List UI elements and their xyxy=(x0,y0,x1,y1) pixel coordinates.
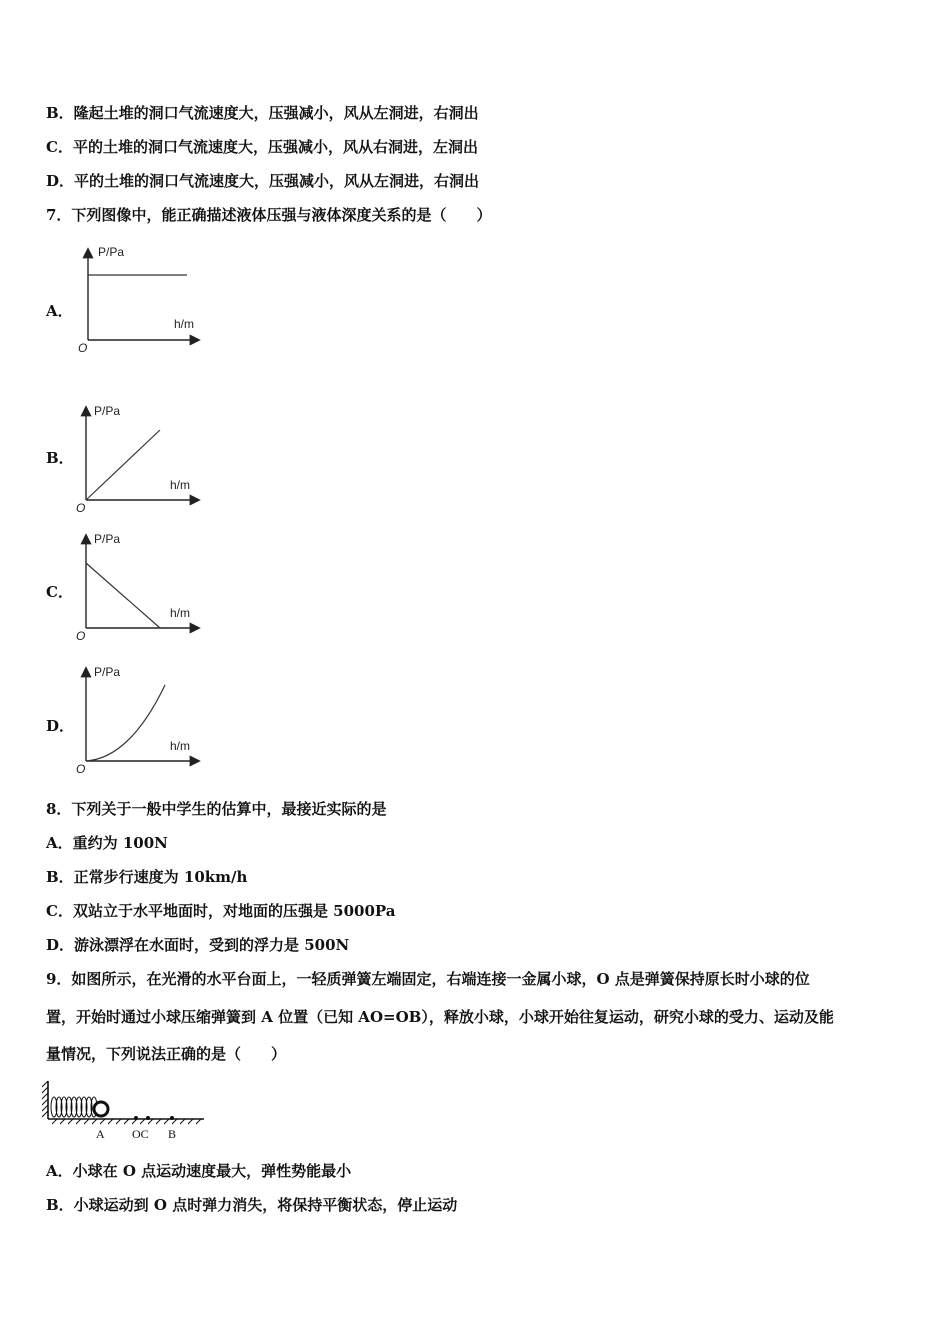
point-c xyxy=(146,1116,150,1120)
x-axis-label: h/m xyxy=(170,739,191,753)
q8-option-c: C．双站立于水平地面时，对地面的压强是 5000Pa xyxy=(46,902,396,920)
origin-label: O xyxy=(76,762,86,776)
q7-option-b-label: B． xyxy=(46,449,74,467)
x-axis-label: h/m xyxy=(170,606,191,620)
label-oc: OC xyxy=(132,1127,149,1141)
q9-stem-line2: 置，开始时通过小球压缩弹簧到 A 位置（已知 AO=OB），释放小球，小球开始往复运动，研究小球的受力、运动及能 xyxy=(46,1008,834,1026)
q9-option-a: A．小球在 O 点运动速度最大，弹性势能最小 xyxy=(46,1162,352,1180)
q7-graph-c xyxy=(70,530,210,645)
q7-option-d-label: D． xyxy=(46,717,75,735)
point-b xyxy=(170,1116,174,1120)
q7-graph-d xyxy=(70,663,210,778)
q7-stem: 7．下列图像中，能正确描述液体压强与液体深度关系的是（ ） xyxy=(46,206,492,224)
metal-ball xyxy=(94,1102,108,1116)
q8-option-d: D．游泳漂浮在水面时，受到的浮力是 500N xyxy=(46,936,350,954)
curve-decreasing-linear xyxy=(86,563,160,628)
curve-increasing-nonlinear xyxy=(86,685,165,761)
wall-hatch xyxy=(42,1081,48,1117)
label-a: A xyxy=(96,1127,105,1141)
label-b: B xyxy=(168,1127,177,1141)
q6-option-d: D．平的土堆的洞口气流速度大，压强减小，风从左洞进，右洞出 xyxy=(46,172,480,190)
q7-graph-b xyxy=(70,402,210,517)
q9-stem-line3: 量情况，下列说法正确的是（ ） xyxy=(46,1045,287,1063)
q7-graph-a xyxy=(70,242,210,357)
y-axis-label: P/Pa xyxy=(94,532,121,546)
q8-option-b: B．正常步行速度为 10km/h xyxy=(46,868,248,886)
origin-label: O xyxy=(76,629,86,643)
origin-label: O xyxy=(76,501,86,515)
origin-label: O xyxy=(78,341,88,355)
y-axis-label: P/Pa xyxy=(98,245,125,259)
y-axis-label: P/Pa xyxy=(94,665,121,679)
x-axis-label: h/m xyxy=(170,478,191,492)
q9-option-b: B．小球运动到 O 点时弹力消失，将保持平衡状态，停止运动 xyxy=(46,1196,458,1214)
q9-spring-figure xyxy=(42,1075,212,1143)
q6-option-c: C．平的土堆的洞口气流速度大，压强减小，风从右洞进，左洞出 xyxy=(46,138,478,156)
x-axis-label: h/m xyxy=(174,317,195,331)
q8-stem: 8．下列关于一般中学生的估算中，最接近实际的是 xyxy=(46,800,387,818)
q6-option-b: B．隆起土堆的洞口气流速度大，压强减小，风从左洞进，右洞出 xyxy=(46,104,479,122)
curve-increasing-linear xyxy=(86,430,160,500)
point-o xyxy=(134,1116,138,1120)
q7-option-c-label: C． xyxy=(46,583,73,601)
y-axis-label: P/Pa xyxy=(94,404,121,418)
spring xyxy=(51,1097,97,1117)
q9-stem-line1: 9．如图所示，在光滑的水平台面上，一轻质弹簧左端固定，右端连接一金属小球，O 点是弹簧保持原长时小球的位 xyxy=(46,970,810,988)
q7-option-a-label: A． xyxy=(46,302,73,320)
q8-option-a: A．重约为 100N xyxy=(46,834,168,852)
